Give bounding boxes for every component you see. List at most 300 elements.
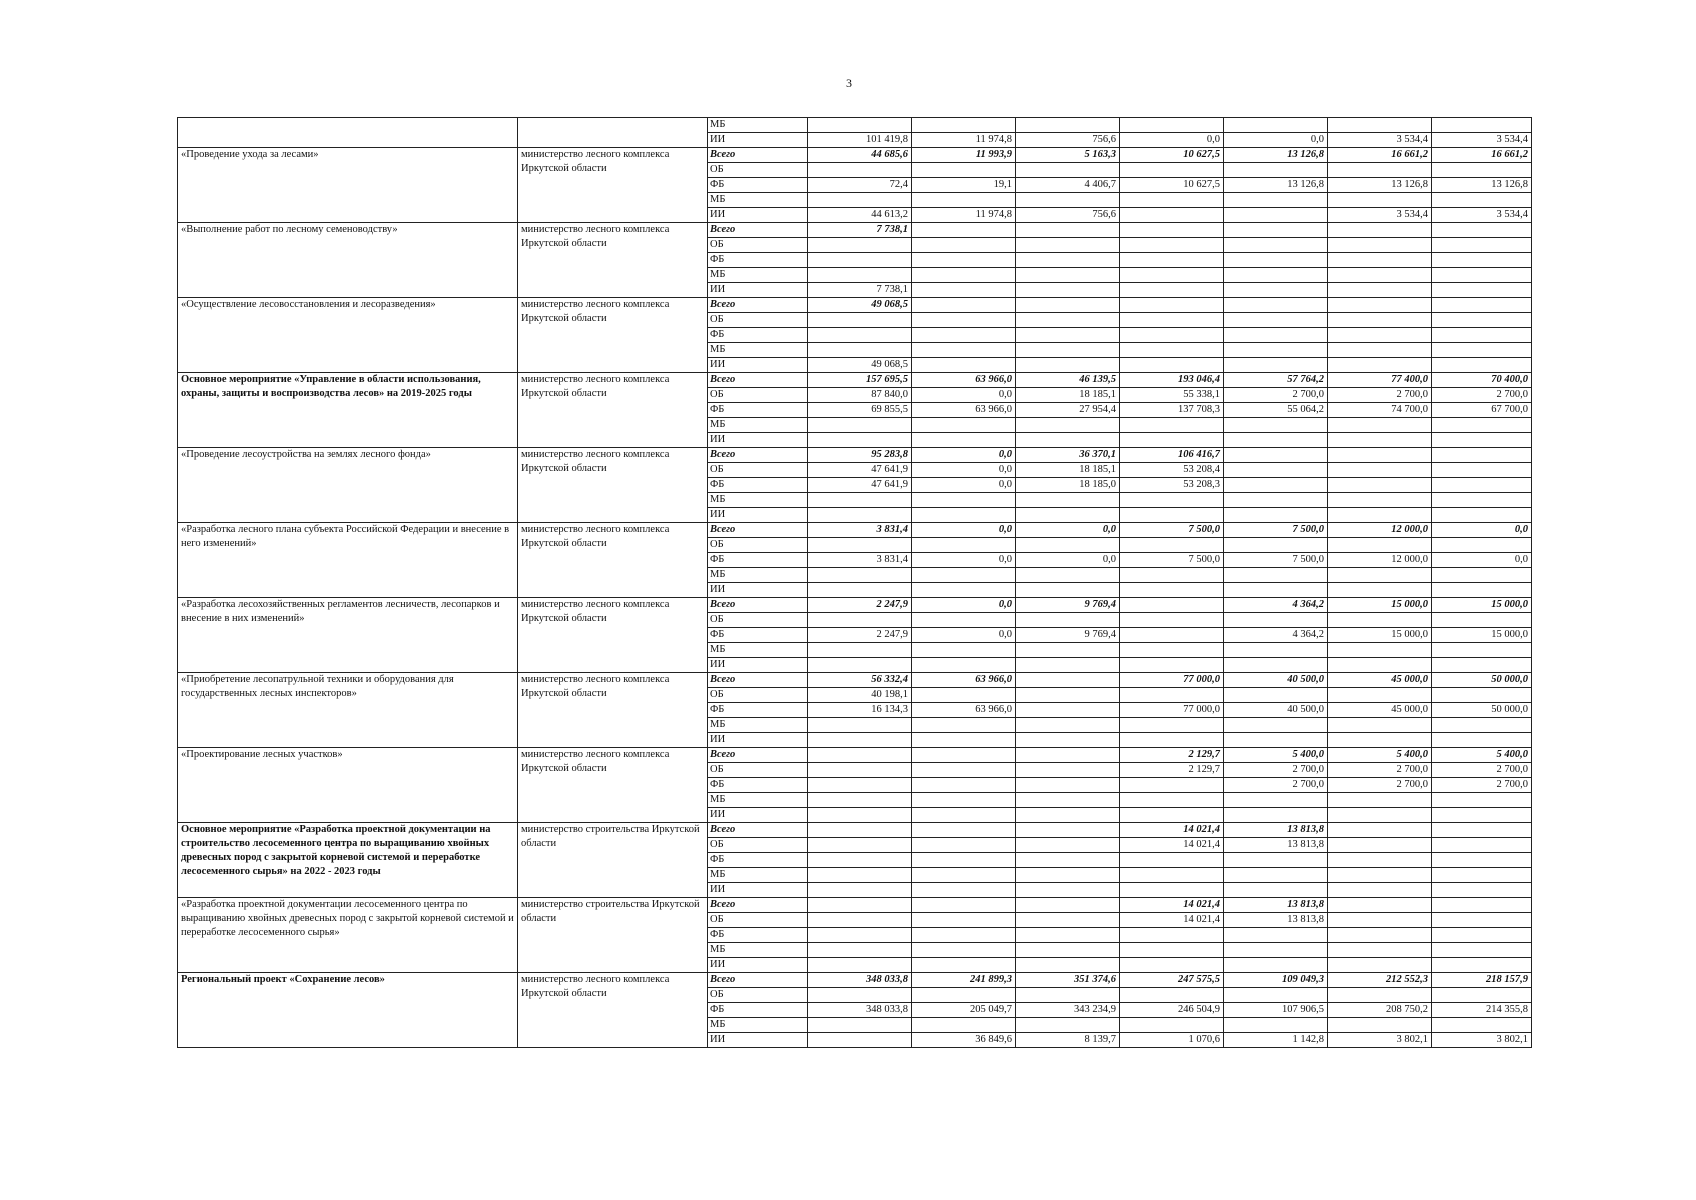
amount-cell	[1016, 808, 1120, 823]
amount-cell	[1224, 418, 1328, 433]
amount-cell: 3 831,4	[808, 553, 912, 568]
funding-source: Всего	[708, 973, 808, 988]
amount-cell	[912, 943, 1016, 958]
amount-cell	[912, 718, 1016, 733]
funding-source: ИИ	[708, 958, 808, 973]
amount-cell	[912, 928, 1016, 943]
amount-cell: 47 641,9	[808, 463, 912, 478]
amount-cell	[808, 928, 912, 943]
amount-cell	[1016, 913, 1120, 928]
amount-cell: 63 966,0	[912, 403, 1016, 418]
amount-cell	[1016, 928, 1120, 943]
amount-cell	[1432, 508, 1532, 523]
amount-cell	[1120, 313, 1224, 328]
table-row	[178, 898, 1532, 913]
amount-cell: 15 000,0	[1328, 628, 1432, 643]
funding-source: ОБ	[708, 763, 808, 778]
table-row	[178, 223, 1532, 238]
funding-source: МБ	[708, 643, 808, 658]
amount-cell: 16 134,3	[808, 703, 912, 718]
amount-cell	[1224, 868, 1328, 883]
amount-cell	[808, 193, 912, 208]
amount-cell	[1016, 418, 1120, 433]
amount-cell	[808, 493, 912, 508]
funding-source: ФБ	[708, 928, 808, 943]
amount-cell	[1120, 718, 1224, 733]
amount-cell	[1224, 238, 1328, 253]
amount-cell	[1120, 928, 1224, 943]
amount-cell	[912, 538, 1016, 553]
amount-cell	[1224, 583, 1328, 598]
amount-cell	[912, 418, 1016, 433]
funding-source: МБ	[708, 118, 808, 133]
amount-cell	[1328, 238, 1432, 253]
table-row	[178, 673, 1532, 688]
amount-cell	[808, 793, 912, 808]
amount-cell	[1432, 568, 1532, 583]
amount-cell	[1224, 1018, 1328, 1033]
amount-cell	[1120, 853, 1224, 868]
funding-source: ОБ	[708, 613, 808, 628]
amount-cell	[1432, 658, 1532, 673]
funding-source: ФБ	[708, 478, 808, 493]
amount-cell	[1432, 538, 1532, 553]
amount-cell: 2 700,0	[1432, 388, 1532, 403]
funding-source: ИИ	[708, 208, 808, 223]
amount-cell	[1432, 418, 1532, 433]
amount-cell	[1328, 898, 1432, 913]
amount-cell: 756,6	[1016, 133, 1120, 148]
amount-cell: 137 708,3	[1120, 403, 1224, 418]
amount-cell	[1016, 238, 1120, 253]
amount-cell	[1224, 568, 1328, 583]
amount-cell	[912, 238, 1016, 253]
amount-cell: 44 613,2	[808, 208, 912, 223]
amount-cell: 14 021,4	[1120, 838, 1224, 853]
amount-cell	[1328, 718, 1432, 733]
amount-cell: 2 700,0	[1224, 778, 1328, 793]
page-number: 3	[846, 76, 852, 90]
amount-cell	[1016, 568, 1120, 583]
funding-source: Всего	[708, 448, 808, 463]
funding-source: Всего	[708, 298, 808, 313]
amount-cell: 7 738,1	[808, 283, 912, 298]
amount-cell	[912, 493, 1016, 508]
funding-source: ОБ	[708, 313, 808, 328]
amount-cell	[1328, 568, 1432, 583]
amount-cell	[912, 988, 1016, 1003]
funding-source: ОБ	[708, 913, 808, 928]
amount-cell	[1016, 253, 1120, 268]
amount-cell	[1432, 268, 1532, 283]
amount-cell	[1120, 493, 1224, 508]
amount-cell	[1432, 298, 1532, 313]
amount-cell	[1432, 583, 1532, 598]
amount-cell	[808, 778, 912, 793]
funding-source: Всего	[708, 148, 808, 163]
amount-cell	[1328, 613, 1432, 628]
amount-cell	[1328, 808, 1432, 823]
funding-source: ФБ	[708, 553, 808, 568]
amount-cell	[1016, 958, 1120, 973]
amount-cell: 16 661,2	[1328, 148, 1432, 163]
amount-cell	[1432, 718, 1532, 733]
activity-name: «Разработка лесного плана субъекта Российской Федерации и внесение в него изменений»	[178, 523, 518, 598]
amount-cell	[912, 688, 1016, 703]
activity-name: «Осуществление лесовосстановления и лесоразведения»	[178, 298, 518, 373]
responsible-executor: министерство лесного комплекса Иркутской области	[518, 598, 708, 673]
amount-cell	[912, 328, 1016, 343]
amount-cell: 205 049,7	[912, 1003, 1016, 1018]
amount-cell	[808, 433, 912, 448]
amount-cell	[1120, 613, 1224, 628]
amount-cell: 10 627,5	[1120, 178, 1224, 193]
funding-source: ФБ	[708, 178, 808, 193]
amount-cell	[1328, 253, 1432, 268]
budget-table	[177, 117, 1532, 1048]
funding-source: МБ	[708, 943, 808, 958]
amount-cell	[1016, 538, 1120, 553]
amount-cell	[1016, 838, 1120, 853]
responsible-executor: министерство лесного комплекса Иркутской области	[518, 673, 708, 748]
funding-source: ФБ	[708, 853, 808, 868]
amount-cell	[808, 1018, 912, 1033]
funding-source: МБ	[708, 343, 808, 358]
amount-cell: 2 700,0	[1328, 763, 1432, 778]
amount-cell: 101 419,8	[808, 133, 912, 148]
amount-cell: 0,0	[912, 628, 1016, 643]
amount-cell	[1016, 868, 1120, 883]
amount-cell	[1432, 793, 1532, 808]
amount-cell	[1328, 193, 1432, 208]
amount-cell	[1224, 343, 1328, 358]
amount-cell: 5 163,3	[1016, 148, 1120, 163]
funding-source: ФБ	[708, 703, 808, 718]
amount-cell	[1432, 988, 1532, 1003]
amount-cell: 2 129,7	[1120, 763, 1224, 778]
amount-cell: 3 534,4	[1432, 208, 1532, 223]
amount-cell	[1120, 868, 1224, 883]
funding-source: ИИ	[708, 883, 808, 898]
amount-cell	[1224, 268, 1328, 283]
amount-cell: 4 364,2	[1224, 628, 1328, 643]
amount-cell	[1224, 808, 1328, 823]
amount-cell	[912, 958, 1016, 973]
activity-name: «Разработка лесохозяйственных регламентов лесничеств, лесопарков и внесение в них изменений»	[178, 598, 518, 673]
activity-name: «Проведение лесоустройства на землях лесного фонда»	[178, 448, 518, 523]
amount-cell	[912, 868, 1016, 883]
activity-name: Основное мероприятие «Разработка проектной документации на строительство лесосеменного центра по выращиванию хвойных древесных пород с закрытой корневой системой и переработке лесосеменного сырья» на 2022 - 2023 годы	[178, 823, 518, 898]
amount-cell: 13 813,8	[1224, 913, 1328, 928]
amount-cell	[1328, 793, 1432, 808]
amount-cell: 2 129,7	[1120, 748, 1224, 763]
amount-cell	[1328, 328, 1432, 343]
amount-cell: 106 416,7	[1120, 448, 1224, 463]
amount-cell	[1328, 688, 1432, 703]
amount-cell	[808, 568, 912, 583]
amount-cell: 40 198,1	[808, 688, 912, 703]
amount-cell	[912, 898, 1016, 913]
activity-name: «Разработка проектной документации лесосеменного центра по выращиванию хвойных древесных пород с закрытой корневой системой и переработке лесосеменного сырья»	[178, 898, 518, 973]
amount-cell: 0,0	[912, 448, 1016, 463]
amount-cell	[1432, 283, 1532, 298]
amount-cell: 55 064,2	[1224, 403, 1328, 418]
amount-cell	[912, 193, 1016, 208]
amount-cell	[1120, 418, 1224, 433]
funding-source: ИИ	[708, 433, 808, 448]
amount-cell	[1120, 283, 1224, 298]
amount-cell: 0,0	[1120, 133, 1224, 148]
amount-cell	[912, 433, 1016, 448]
funding-source: Всего	[708, 823, 808, 838]
amount-cell	[1016, 733, 1120, 748]
amount-cell	[1432, 193, 1532, 208]
amount-cell	[1120, 253, 1224, 268]
amount-cell	[1120, 628, 1224, 643]
amount-cell	[1432, 1018, 1532, 1033]
amount-cell	[1224, 358, 1328, 373]
amount-cell	[1432, 448, 1532, 463]
amount-cell	[912, 253, 1016, 268]
funding-source: ОБ	[708, 988, 808, 1003]
amount-cell: 246 504,9	[1120, 1003, 1224, 1018]
activity-name: «Проведение ухода за лесами»	[178, 148, 518, 223]
amount-cell	[912, 1018, 1016, 1033]
amount-cell	[1432, 253, 1532, 268]
amount-cell	[808, 253, 912, 268]
amount-cell	[1328, 268, 1432, 283]
table-row	[178, 973, 1532, 988]
amount-cell: 13 126,8	[1224, 148, 1328, 163]
funding-source: ОБ	[708, 388, 808, 403]
amount-cell: 2 700,0	[1224, 388, 1328, 403]
amount-cell	[1328, 118, 1432, 133]
amount-cell	[1016, 778, 1120, 793]
amount-cell: 72,4	[808, 178, 912, 193]
amount-cell	[808, 913, 912, 928]
amount-cell	[1224, 988, 1328, 1003]
amount-cell: 44 685,6	[808, 148, 912, 163]
amount-cell	[1224, 223, 1328, 238]
funding-source: ИИ	[708, 1033, 808, 1048]
responsible-executor: министерство строительства Иркутской области	[518, 898, 708, 973]
amount-cell	[1328, 943, 1432, 958]
funding-source: ОБ	[708, 688, 808, 703]
amount-cell: 45 000,0	[1328, 703, 1432, 718]
amount-cell: 40 500,0	[1224, 673, 1328, 688]
amount-cell: 348 033,8	[808, 1003, 912, 1018]
amount-cell	[1016, 613, 1120, 628]
amount-cell: 0,0	[912, 388, 1016, 403]
amount-cell	[1016, 328, 1120, 343]
amount-cell	[808, 943, 912, 958]
amount-cell	[1432, 223, 1532, 238]
amount-cell	[1016, 943, 1120, 958]
amount-cell: 5 400,0	[1432, 748, 1532, 763]
amount-cell	[1016, 298, 1120, 313]
amount-cell	[808, 313, 912, 328]
activity-name: «Выполнение работ по лесному семеноводству»	[178, 223, 518, 298]
amount-cell: 13 813,8	[1224, 823, 1328, 838]
funding-source: ИИ	[708, 358, 808, 373]
amount-cell	[1120, 793, 1224, 808]
amount-cell	[808, 733, 912, 748]
amount-cell	[808, 748, 912, 763]
amount-cell: 208 750,2	[1328, 1003, 1432, 1018]
amount-cell: 36 849,6	[912, 1033, 1016, 1048]
amount-cell	[912, 838, 1016, 853]
amount-cell	[808, 418, 912, 433]
amount-cell	[1224, 538, 1328, 553]
amount-cell	[1224, 448, 1328, 463]
amount-cell	[1328, 853, 1432, 868]
amount-cell	[808, 508, 912, 523]
amount-cell: 45 000,0	[1328, 673, 1432, 688]
amount-cell	[1432, 868, 1532, 883]
funding-source: ОБ	[708, 163, 808, 178]
amount-cell	[1120, 208, 1224, 223]
amount-cell: 95 283,8	[808, 448, 912, 463]
table-row	[178, 298, 1532, 313]
amount-cell: 0,0	[912, 478, 1016, 493]
amount-cell	[1432, 313, 1532, 328]
amount-cell	[1224, 958, 1328, 973]
funding-source: ИИ	[708, 733, 808, 748]
funding-source: Всего	[708, 673, 808, 688]
amount-cell: 46 139,5	[1016, 373, 1120, 388]
amount-cell: 7 500,0	[1224, 523, 1328, 538]
amount-cell	[912, 793, 1016, 808]
amount-cell	[808, 853, 912, 868]
amount-cell	[1120, 733, 1224, 748]
amount-cell	[1016, 883, 1120, 898]
amount-cell	[1432, 913, 1532, 928]
amount-cell: 49 068,5	[808, 358, 912, 373]
amount-cell	[1432, 838, 1532, 853]
amount-cell: 14 021,4	[1120, 823, 1224, 838]
amount-cell	[912, 283, 1016, 298]
amount-cell	[808, 898, 912, 913]
amount-cell	[1120, 943, 1224, 958]
funding-source: МБ	[708, 1018, 808, 1033]
amount-cell: 36 370,1	[1016, 448, 1120, 463]
amount-cell	[1224, 313, 1328, 328]
amount-cell: 4 364,2	[1224, 598, 1328, 613]
amount-cell: 5 400,0	[1328, 748, 1432, 763]
amount-cell	[1120, 328, 1224, 343]
amount-cell	[1224, 208, 1328, 223]
amount-cell	[1224, 118, 1328, 133]
amount-cell	[1432, 928, 1532, 943]
amount-cell: 13 813,8	[1224, 838, 1328, 853]
amount-cell	[808, 808, 912, 823]
funding-source: ФБ	[708, 253, 808, 268]
amount-cell	[1224, 463, 1328, 478]
amount-cell	[1432, 328, 1532, 343]
amount-cell	[912, 913, 1016, 928]
amount-cell: 0,0	[1224, 133, 1328, 148]
funding-source: ФБ	[708, 778, 808, 793]
amount-cell: 63 966,0	[912, 373, 1016, 388]
amount-cell	[1328, 958, 1432, 973]
amount-cell	[1016, 193, 1120, 208]
funding-source: Всего	[708, 523, 808, 538]
amount-cell: 27 954,4	[1016, 403, 1120, 418]
funding-source: ИИ	[708, 658, 808, 673]
funding-source: МБ	[708, 793, 808, 808]
table-row	[178, 118, 1532, 133]
amount-cell	[1016, 673, 1120, 688]
funding-source: МБ	[708, 268, 808, 283]
amount-cell: 87 840,0	[808, 388, 912, 403]
amount-cell	[1016, 223, 1120, 238]
amount-cell: 2 700,0	[1328, 778, 1432, 793]
amount-cell: 15 000,0	[1432, 628, 1532, 643]
amount-cell	[1120, 778, 1224, 793]
amount-cell: 247 575,5	[1120, 973, 1224, 988]
amount-cell	[1328, 508, 1432, 523]
amount-cell	[1016, 823, 1120, 838]
amount-cell	[808, 238, 912, 253]
amount-cell: 214 355,8	[1432, 1003, 1532, 1018]
amount-cell	[808, 763, 912, 778]
amount-cell: 69 855,5	[808, 403, 912, 418]
amount-cell: 14 021,4	[1120, 913, 1224, 928]
amount-cell	[912, 853, 1016, 868]
amount-cell	[1328, 643, 1432, 658]
amount-cell: 3 831,4	[808, 523, 912, 538]
amount-cell: 15 000,0	[1328, 598, 1432, 613]
amount-cell	[1016, 493, 1120, 508]
funding-source: ИИ	[708, 283, 808, 298]
amount-cell: 193 046,4	[1120, 373, 1224, 388]
funding-source: МБ	[708, 418, 808, 433]
amount-cell	[1328, 313, 1432, 328]
amount-cell	[1224, 613, 1328, 628]
amount-cell	[1328, 463, 1432, 478]
amount-cell	[808, 958, 912, 973]
amount-cell	[1016, 163, 1120, 178]
amount-cell	[1016, 283, 1120, 298]
amount-cell	[1016, 118, 1120, 133]
amount-cell	[912, 763, 1016, 778]
amount-cell	[1120, 688, 1224, 703]
amount-cell	[1224, 943, 1328, 958]
table-row	[178, 523, 1532, 538]
amount-cell	[1016, 793, 1120, 808]
amount-cell	[912, 823, 1016, 838]
amount-cell	[1016, 688, 1120, 703]
amount-cell	[1328, 1018, 1432, 1033]
amount-cell	[1120, 193, 1224, 208]
amount-cell	[1016, 898, 1120, 913]
table-body	[178, 118, 1532, 1048]
amount-cell	[1120, 658, 1224, 673]
activity-name	[178, 118, 518, 148]
amount-cell: 0,0	[1432, 523, 1532, 538]
amount-cell	[1328, 928, 1432, 943]
responsible-executor: министерство лесного комплекса Иркутской области	[518, 298, 708, 373]
amount-cell	[1432, 613, 1532, 628]
amount-cell	[1432, 463, 1532, 478]
responsible-executor: министерство лесного комплекса Иркутской области	[518, 148, 708, 223]
amount-cell	[808, 538, 912, 553]
funding-source: ИИ	[708, 808, 808, 823]
amount-cell: 0,0	[912, 598, 1016, 613]
amount-cell: 11 974,8	[912, 208, 1016, 223]
amount-cell	[1120, 958, 1224, 973]
amount-cell	[912, 808, 1016, 823]
